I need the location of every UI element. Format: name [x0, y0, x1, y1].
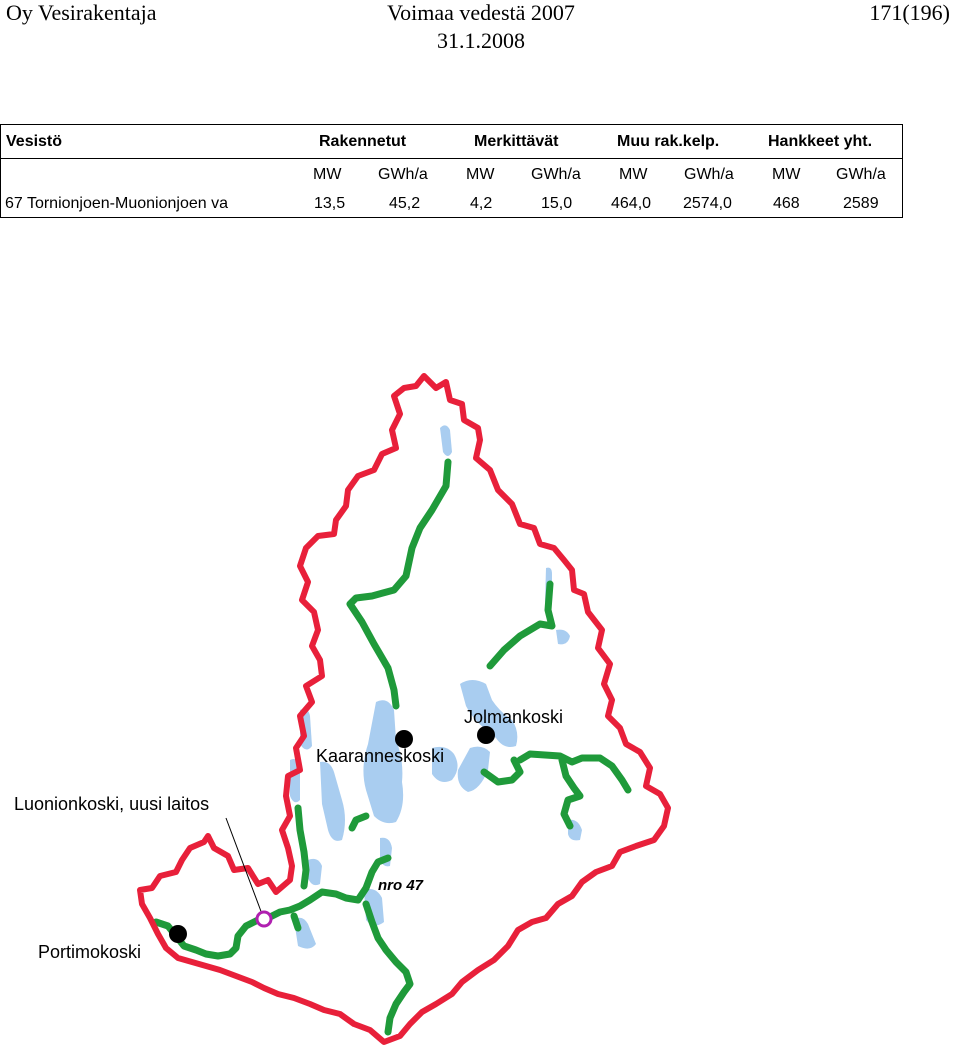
- header-rakennetut: Rakennetut: [319, 133, 407, 150]
- value-cell: 15,0: [541, 195, 573, 212]
- river: [562, 760, 580, 826]
- unit-cell: GWh/a: [836, 166, 886, 183]
- unit-cell: MW: [313, 166, 342, 183]
- report-title: Voimaa vedestä 2007: [387, 0, 575, 25]
- value-cell: 464,0: [611, 195, 652, 212]
- value-cell: 45,2: [389, 195, 421, 212]
- value-cell: 4,2: [470, 195, 493, 212]
- catchment-boundary: [140, 376, 668, 1042]
- table-data-row: [0, 189, 903, 218]
- unit-cell: MW: [772, 166, 801, 183]
- lake: [440, 425, 452, 456]
- river: [490, 584, 552, 666]
- value-cell: 468: [773, 195, 800, 212]
- page-number: 171(196): [869, 0, 950, 25]
- header-merkittavat: Merkittävät: [474, 133, 559, 150]
- lake: [320, 762, 345, 841]
- unit-cell: GWh/a: [684, 166, 734, 183]
- label-portimokoski: Portimokoski: [38, 942, 142, 962]
- unit-cell: MW: [619, 166, 648, 183]
- plant-luonionkoski-marker: [257, 912, 271, 926]
- river: [352, 816, 366, 828]
- label-kaaranneskoski: Kaaranneskoski: [316, 746, 445, 766]
- plant-jolmankoski-marker: [477, 726, 495, 744]
- value-cell: 13,5: [314, 195, 346, 212]
- label-jolmankoski: Jolmankoski: [464, 707, 564, 727]
- table-units-row: [0, 159, 903, 189]
- plant-portimokoski-marker: [169, 925, 187, 943]
- unit-cell: GWh/a: [378, 166, 428, 183]
- company-name: Oy Vesirakentaja: [6, 0, 157, 25]
- river: [484, 760, 520, 782]
- river-basin-map: [0, 360, 960, 1056]
- lake: [556, 630, 570, 645]
- label-luonionkoski: Luonionkoski, uusi laitos: [14, 794, 210, 814]
- header-muu: Muu rak.kelp.: [617, 133, 720, 150]
- report-date: 31.1.2008: [437, 28, 525, 53]
- river: [298, 808, 306, 886]
- lake: [308, 859, 322, 885]
- header-vesisto: Vesistö: [6, 133, 63, 150]
- river: [350, 462, 448, 706]
- header-hankkeet: Hankkeet yht.: [768, 133, 873, 150]
- unit-cell: MW: [466, 166, 495, 183]
- unit-cell: GWh/a: [531, 166, 581, 183]
- value-cell: 2589: [843, 195, 879, 212]
- river: [294, 916, 298, 928]
- table-header-row: [0, 124, 903, 159]
- value-cell: 2574,0: [683, 195, 732, 212]
- vesisto-name: 67 Tornionjoen-Muonionjoen va: [5, 195, 228, 212]
- river: [366, 904, 410, 1032]
- label-area-number: nro 47: [378, 877, 424, 894]
